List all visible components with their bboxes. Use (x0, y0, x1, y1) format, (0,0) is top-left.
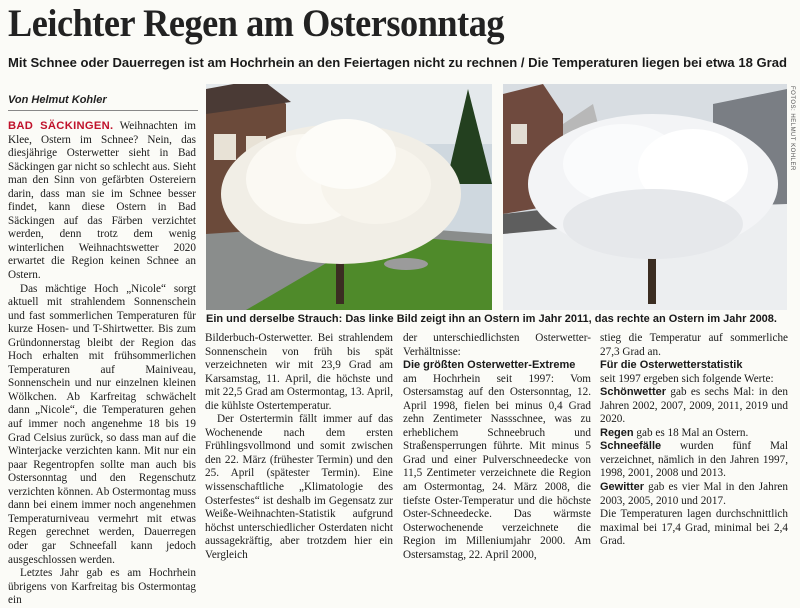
paragraph: Der Ostertermin fällt immer auf das Wochenende nach dem ersten Frühlingsvollmond und somit zwischen den 22. März (frühester Termin) und den 25. April (spätester Termin). Eine wissenschaftliche „Klimatologie des Osterfestes“ ist deshalb im Gegensatz zur Weiße-Weihnachten-Statistik aufgrund höchst unterschiedlicher Osterdaten nicht aussagekräftig, aber trotzdem hier ein Vergleich (205, 413, 393, 561)
section-subheading: Für die Osterwetterstatistik (600, 359, 743, 372)
paragraph: Das mächtige Hoch „Nicole“ sorgt aktuell mit strahlendem Sonnenschein und fast sommerlichen Temperaturen für kurze Hosen- und T-Shirtwetter. Bis zum Gründonnerstag bleibt der Region das Hoch erhalten mit frühsommerlichen Temperaturen auf Mainiveau, Sonnenschein und nur einzelnen kleinen Wölkchen. Ab Karfreitag schwächelt dann „Nicole“, die Temperaturen gehen auf immer noch angenehme 18 bis 19 Grad Celsius zurück, so dass man auf die Winterjacke verzichten kann. Mit nur ein paar Regentropfen sollte man auch bis Ostersonntag und den Regenschutz verzichten können. Ab Ostermontag muss dann bei einem immer noch angenehmen Temperaturniveau vermehrt mit etwas Regen gerechnet werden, Dauerregen oder gar Schneefall kann jedoch ausgeschlossen werden. (8, 282, 196, 566)
paragraph: am Hochrhein seit 1997: Vom Ostersamstag auf den Ostersonntag, 12. April 1998, fielen bei minus 0,4 Grad zehn Zentimeter Nassschnee, was zu erheblichem Schneebruch und Straßensperrungen führte. Mit minus 5 Grad und einer Pulverschneedecke von 11,5 Zentimeter verzeichnete die Region am Ostermontag, 24. März 2008, die tiefste Oster-Temperatur und die höchste Oster-Schneedecke. Das wärmste Osterwochenende verzeichnete die Region im Milleniumjahr 2000. Am Ostersamstag, 22. April 2000, (403, 372, 591, 561)
keyword: Regen (600, 426, 634, 439)
paragraph: der unterschiedlichsten Osterwetter-Verhältnisse: (403, 332, 591, 358)
paragraph: Letztes Jahr gab es am Hochrhein übrigens von Karfreitag bis Ostermontag ein (8, 567, 196, 607)
paragraph: Weihnachten im Klee, Ostern im Schnee? Nein, das diesjährige Osterwetter sieht in Bad Säckingen gar nicht so schlecht aus. Sieht man den Sinn von gefärbten Ostereiern darin, dass man sie im Schnee besser findet, kann diese Ostern in Bad Säckingen auf das Färben verzichtet werden, denn trotz dem wenig winterlichen Weihnachtswetter 2020 erwartet die Region keinen Schnee an Ostern. (8, 120, 196, 282)
paragraph: seit 1997 ergeben sich folgende Werte: (600, 372, 774, 385)
photo-caption: Ein und derselbe Strauch: Das linke Bild zeigt ihn an Ostern im Jahr 2011, das rechte an Ostern im Jahr 2008. (206, 313, 777, 325)
photo-easter-2008 (503, 84, 787, 310)
keyword: Schneefälle (600, 440, 662, 453)
paragraph: stieg die Temperatur auf sommerliche 27,3 Grad an. (600, 332, 788, 358)
keyword: Schönwetter (600, 386, 667, 399)
photo-blossoming-shrub (206, 84, 492, 310)
text-column-3 (403, 332, 591, 562)
stat-text: gab es 18 Mal an Ostern. (633, 426, 749, 439)
text-column-1 (8, 120, 196, 608)
dateline: BAD SÄCKINGEN. (8, 120, 114, 132)
stat-text: gab es sechs Mal: in den Jahren 2002, 2007, 2009, 2011, 2019 und 2020. (600, 386, 788, 426)
photo-snowy-shrub (503, 84, 787, 310)
stat-text: gab es vier Mal in den Jahren 2003, 2005, 2010 und 2017. (600, 481, 788, 507)
photo-credit: FOTOS: HELMUT KOHLER (789, 86, 795, 171)
photo-easter-2011 (206, 84, 492, 310)
subheadline: Mit Schnee oder Dauerregen ist am Hochrhein an den Feiertagen nicht zu rechnen / Die Temperaturen liegen bei etwa 18 Grad (8, 55, 787, 70)
paragraph: Bilderbuch-Osterwetter. Bei strahlendem Sonnenschein von früh bis spät verzeichneten wir mit 23,9 Grad am Karsamstag, 11. April, die höchste und mit 22,5 Grad am Ostermontag, 13. April, die kühlste Ostertemperatur. (205, 332, 393, 412)
byline: Von Helmut Kohler (8, 94, 107, 106)
text-column-4 (600, 332, 788, 549)
text-column-2 (205, 332, 393, 562)
keyword: Gewitter (600, 481, 645, 494)
paragraph: Die Temperaturen lagen durchschnittlich maximal bei 17,4 Grad, minimal bei 2,4 Grad. (600, 508, 788, 548)
headline: Leichter Regen am Ostersonntag (8, 2, 505, 45)
section-subheading: Die größten Osterwetter-Extreme (403, 359, 576, 372)
byline-rule (8, 110, 198, 111)
stat-text: wurden fünf Mal verzeichnet, nämlich in den Jahren 1997, 1998, 2001, 2008 und 2013. (600, 440, 788, 480)
